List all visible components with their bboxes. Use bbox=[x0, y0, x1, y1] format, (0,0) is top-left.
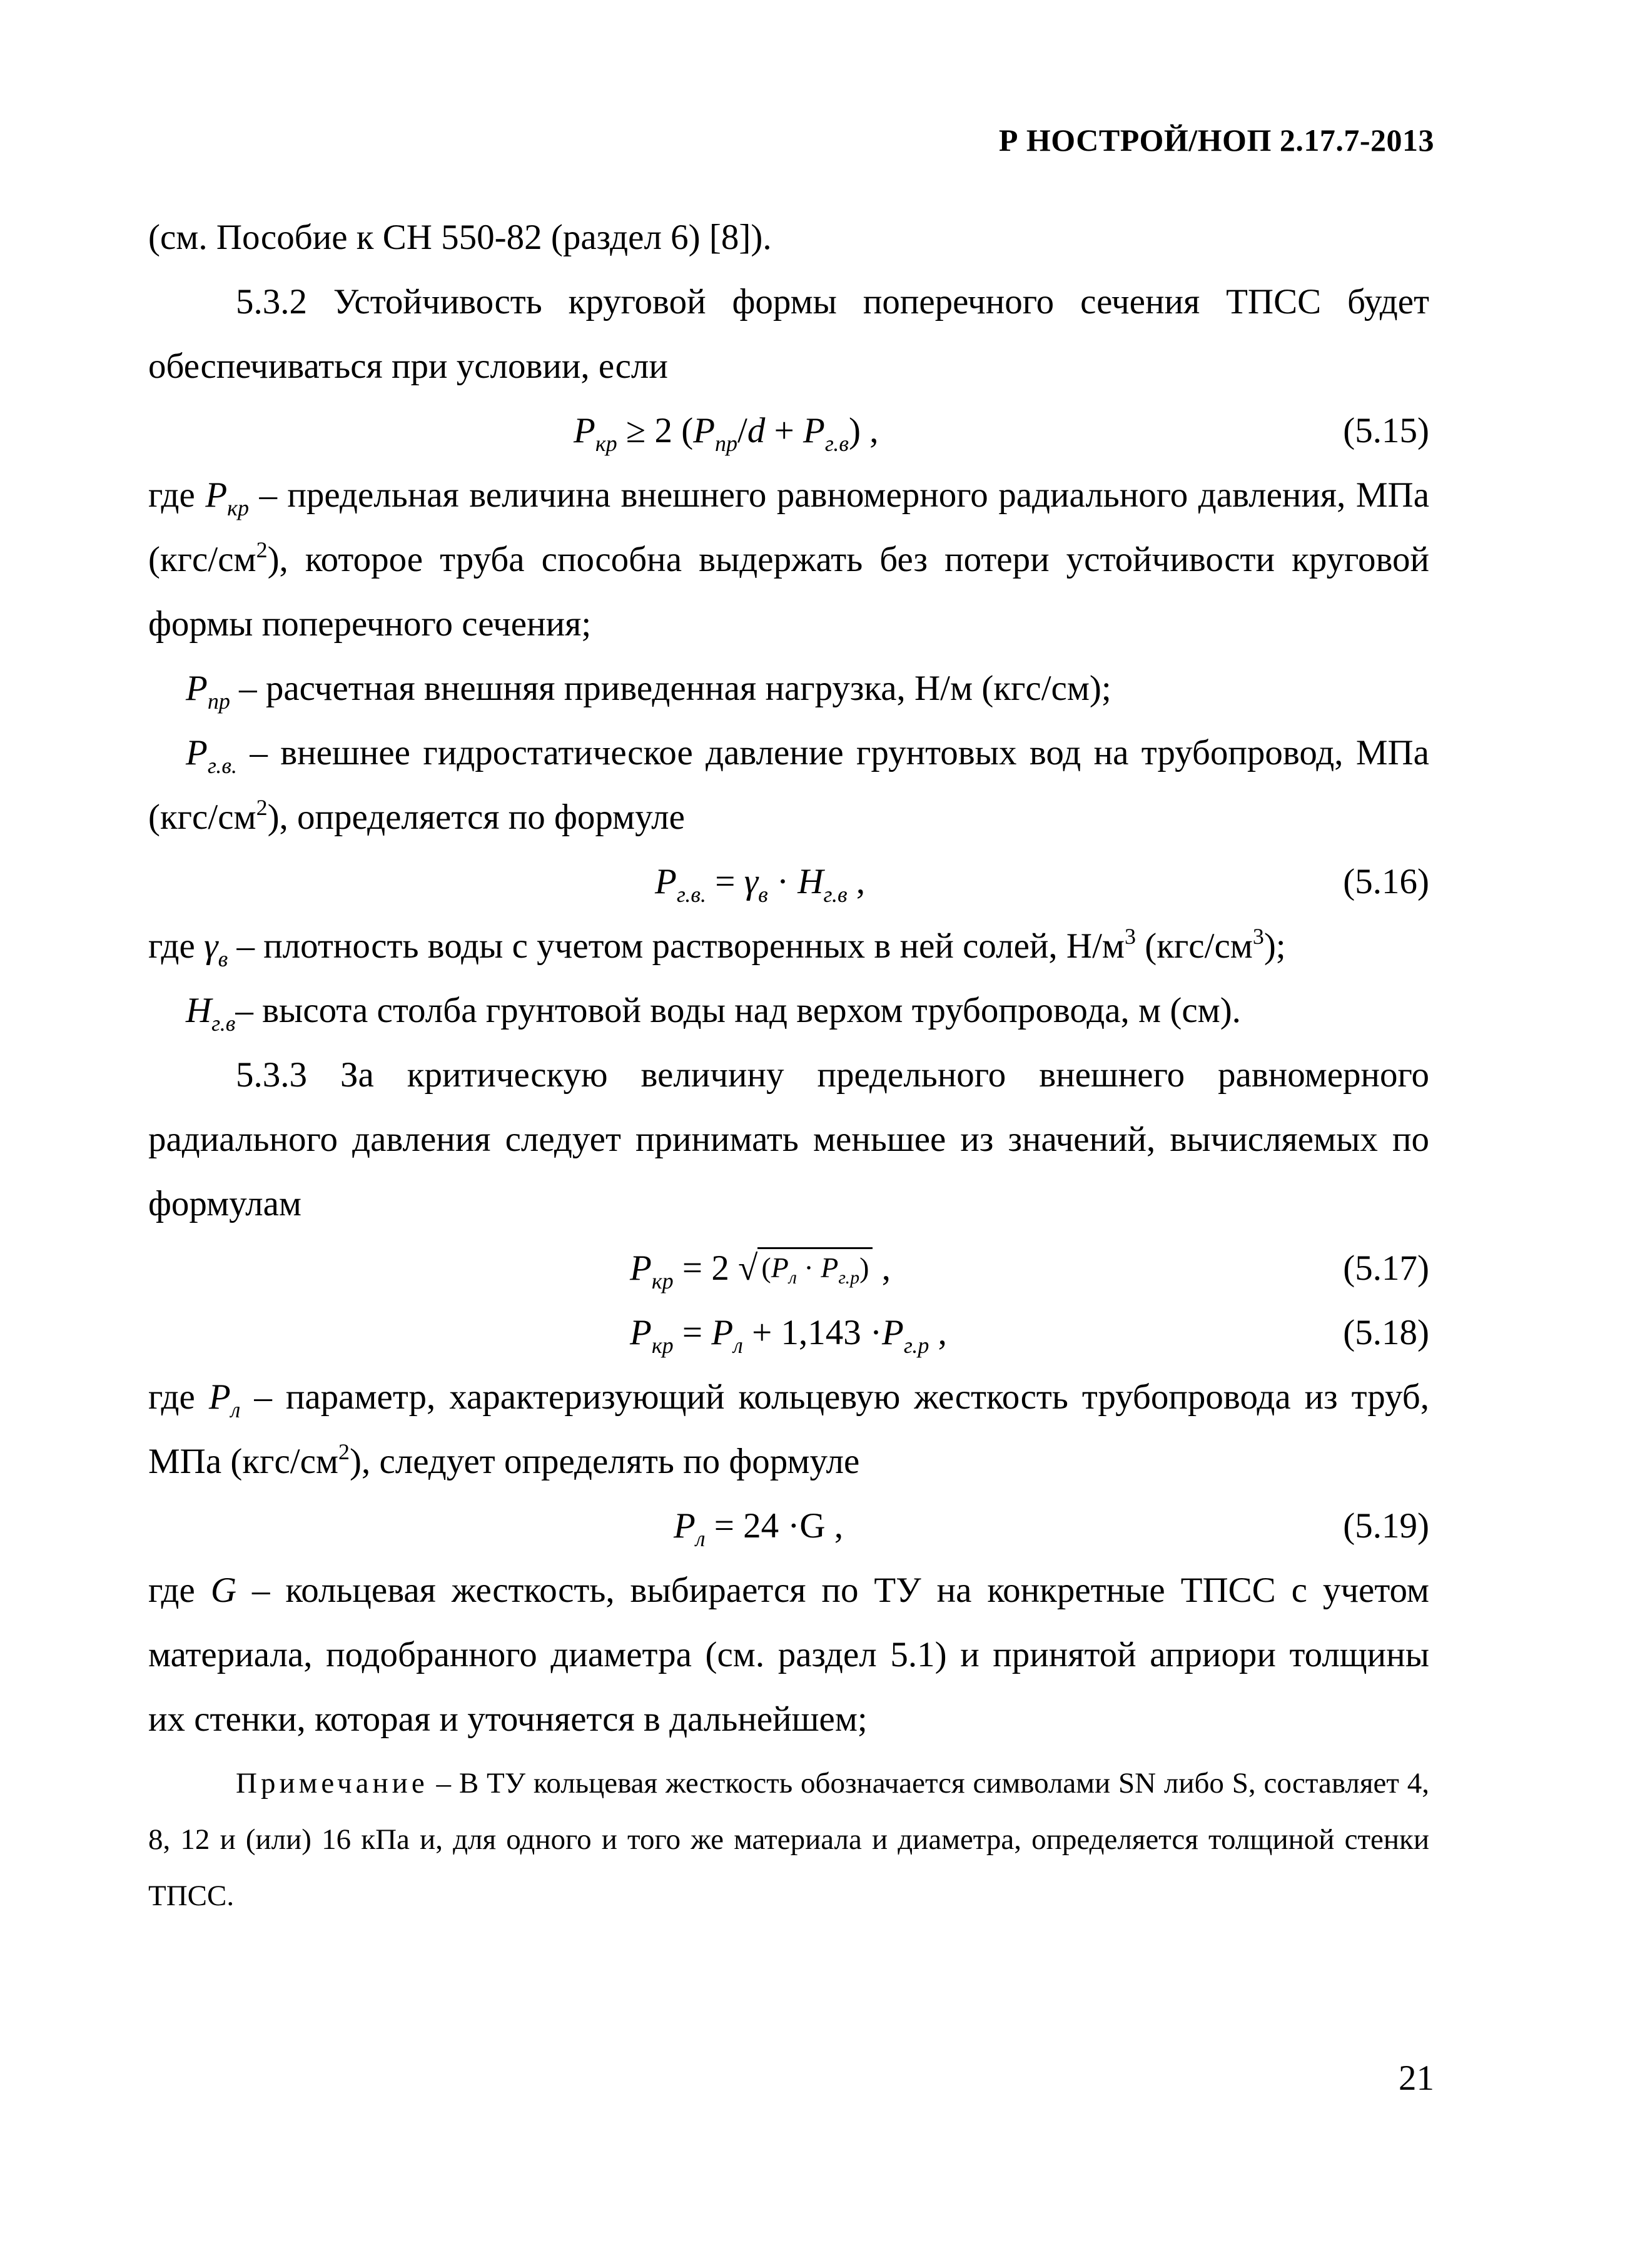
formula-operator: ) bbox=[859, 1252, 869, 1283]
note-label: Примечание bbox=[236, 1767, 428, 1800]
subscript-kr: кр bbox=[651, 1333, 674, 1358]
symbol-h: H bbox=[186, 991, 212, 1030]
symbol-g: G bbox=[210, 1571, 236, 1610]
formula-5-17 bbox=[148, 1236, 1429, 1300]
subscript-l: л bbox=[788, 1267, 797, 1288]
formula-5-18 bbox=[148, 1300, 1429, 1365]
text-fragment: ), следует определять по формуле bbox=[349, 1442, 860, 1481]
subscript-gr: г.р bbox=[903, 1333, 929, 1358]
text-fragment: ), определяется по формуле bbox=[267, 797, 685, 837]
symbol-p: P bbox=[771, 1252, 789, 1283]
text-fragment: где bbox=[148, 1571, 211, 1610]
text-fragment: (кгс/см bbox=[1136, 926, 1253, 966]
text-fragment: – плотность воды с учетом растворенных в ней солей, Н/м bbox=[228, 926, 1125, 966]
formula-number: (5.19) bbox=[1343, 1506, 1429, 1546]
symbol-p: P bbox=[803, 411, 825, 450]
subscript-kr: кр bbox=[651, 1268, 674, 1293]
text-fragment: – параметр, характеризующий кольцевую жесткость трубопровода из труб, МПа (кгс/см bbox=[148, 1377, 1429, 1481]
paragraph-gamma-definition bbox=[148, 914, 1429, 978]
formula-5-18-expression bbox=[630, 1300, 947, 1365]
formula-operator: + bbox=[765, 411, 804, 450]
symbol-p: P bbox=[574, 411, 595, 450]
document-code-header: Р НОСТРОЙ/НОП 2.17.7-2013 bbox=[998, 123, 1434, 158]
formula-operator: , bbox=[847, 862, 866, 901]
symbol-p: P bbox=[655, 862, 677, 901]
formula-operator: = bbox=[706, 862, 744, 901]
paragraph-5-3-3: 5.3.3 За критическую величину предельного внешнего равномерного радиального давления следует принимать меньшее из значений, вычисляемых по формулам bbox=[148, 1055, 1429, 1223]
formula-operator: = bbox=[673, 1313, 712, 1352]
paragraph-p-gv-definition bbox=[148, 721, 1429, 849]
page-number: 21 bbox=[1399, 2058, 1434, 2098]
text-fragment: где bbox=[148, 926, 205, 966]
symbol-p: P bbox=[674, 1506, 696, 1546]
formula-5-16 bbox=[148, 849, 1429, 914]
text-fragment: где bbox=[148, 475, 206, 515]
formula-operator: = 2 bbox=[673, 1248, 739, 1288]
symbol-p: P bbox=[711, 1313, 734, 1352]
text-fragment: ); bbox=[1263, 926, 1286, 966]
formula-operator: / bbox=[737, 411, 747, 450]
formula-5-19 bbox=[148, 1494, 1429, 1558]
body-text bbox=[148, 205, 1429, 1924]
text-fragment: – внешнее гидростатическое давление грунтовых вод на трубопровод, МПа (кгс/см bbox=[148, 733, 1429, 837]
formula-5-15-expression bbox=[574, 398, 879, 463]
paragraph-reference: (см. Пособие к СН 550-82 (раздел 6) [8]). bbox=[148, 218, 772, 257]
note-paragraph bbox=[148, 1755, 1429, 1924]
subscript-gv: г.в bbox=[824, 431, 849, 456]
formula-operator: = 24 ·G , bbox=[705, 1506, 844, 1546]
subscript-v: в bbox=[218, 946, 228, 971]
symbol-p: P bbox=[186, 733, 208, 772]
symbol-p: P bbox=[882, 1313, 904, 1352]
symbol-p: P bbox=[630, 1248, 652, 1288]
subscript-l: л bbox=[733, 1333, 743, 1358]
formula-5-16-expression bbox=[655, 849, 865, 914]
symbol-p: P bbox=[208, 1377, 231, 1417]
formula-5-15 bbox=[148, 398, 1429, 463]
symbol-h: H bbox=[797, 862, 824, 901]
paragraph-5-3-2: 5.3.2 Устойчивость круговой формы поперечного сечения ТПСС будет обеспечиваться при условии, если bbox=[148, 282, 1429, 386]
note-text: – В ТУ кольцевая жесткость обозначается символами SN либо S, составляет 4, 8, 12 и (или) 16 кПа и, для одного и того же материала и диаметра, определяется толщиной стенки ТПСС. bbox=[148, 1767, 1429, 1912]
superscript-3: 3 bbox=[1252, 924, 1264, 949]
symbol-p: P bbox=[821, 1252, 839, 1283]
formula-number: (5.15) bbox=[1343, 411, 1429, 450]
paragraph-p-pr-definition bbox=[148, 656, 1429, 721]
formula-operator: , bbox=[873, 1248, 891, 1288]
subscript-gv: г.в bbox=[823, 882, 848, 907]
symbol-p: P bbox=[630, 1313, 652, 1352]
formula-operator: ≥ 2 ( bbox=[617, 411, 694, 450]
text-fragment: – расчетная внешняя приведенная нагрузка, Н/м (кгс/см); bbox=[230, 669, 1111, 708]
subscript-gv: г.в. bbox=[676, 882, 707, 907]
symbol-p: P bbox=[186, 669, 208, 708]
symbol-p: P bbox=[205, 475, 228, 515]
subscript-kr: кр bbox=[227, 495, 249, 520]
formula-operator: ( bbox=[761, 1252, 771, 1283]
text-fragment: – высота столба грунтовой воды над верхом трубопровода, м (см). bbox=[235, 991, 1241, 1030]
text-fragment: где bbox=[148, 1377, 209, 1417]
superscript-3: 3 bbox=[1125, 924, 1136, 949]
subscript-pr: пр bbox=[207, 689, 230, 714]
symbol-d: d bbox=[747, 411, 766, 450]
subscript-gv: г.в bbox=[211, 1011, 236, 1036]
formula-5-19-expression bbox=[674, 1494, 843, 1558]
formula-5-17-expression bbox=[630, 1236, 891, 1300]
paragraph-g-definition bbox=[148, 1558, 1429, 1751]
radical-sign: √ bbox=[738, 1248, 758, 1288]
subscript-pr: пр bbox=[715, 431, 738, 456]
symbol-gamma: γ bbox=[744, 862, 759, 901]
superscript-2: 2 bbox=[338, 1439, 350, 1464]
subscript-l: л bbox=[230, 1397, 241, 1422]
formula-operator: ) , bbox=[849, 411, 879, 450]
subscript-v: в bbox=[758, 882, 768, 907]
superscript-2: 2 bbox=[256, 537, 268, 562]
symbol-p: P bbox=[693, 411, 716, 450]
symbol-gamma: γ bbox=[204, 926, 218, 966]
formula-number: (5.16) bbox=[1343, 862, 1429, 901]
formula-operator: · bbox=[796, 1252, 821, 1283]
text-fragment: – кольцевая жесткость, выбирается по ТУ на конкретные ТПСС с учетом материала, подобранного диаметра (см. раздел 5.1) и принятой априори толщины их стенки, которая и уточняется в дальнейшем; bbox=[148, 1571, 1429, 1739]
subscript-gv: г.в. bbox=[207, 753, 238, 778]
subscript-l: л bbox=[695, 1526, 706, 1551]
formula-operator: , bbox=[929, 1313, 947, 1352]
subscript-kr: кр bbox=[595, 431, 617, 456]
superscript-2: 2 bbox=[256, 795, 268, 820]
formula-operator: + 1,143 · bbox=[742, 1313, 882, 1352]
formula-operator: · bbox=[767, 862, 798, 901]
paragraph-p-kr-definition bbox=[148, 463, 1429, 656]
subscript-gr: г.р bbox=[838, 1267, 860, 1288]
formula-number: (5.18) bbox=[1343, 1313, 1429, 1352]
radicand bbox=[757, 1247, 873, 1287]
paragraph-h-definition bbox=[148, 978, 1429, 1043]
paragraph-p-l-definition bbox=[148, 1365, 1429, 1494]
formula-number: (5.17) bbox=[1343, 1248, 1429, 1288]
text-fragment: ), которое труба способна выдержать без потери устойчивости круговой формы поперечного сечения; bbox=[148, 540, 1429, 644]
text-fragment: – предельная величина внешнего равномерного радиального давления, МПа (кгс/см bbox=[148, 475, 1429, 579]
